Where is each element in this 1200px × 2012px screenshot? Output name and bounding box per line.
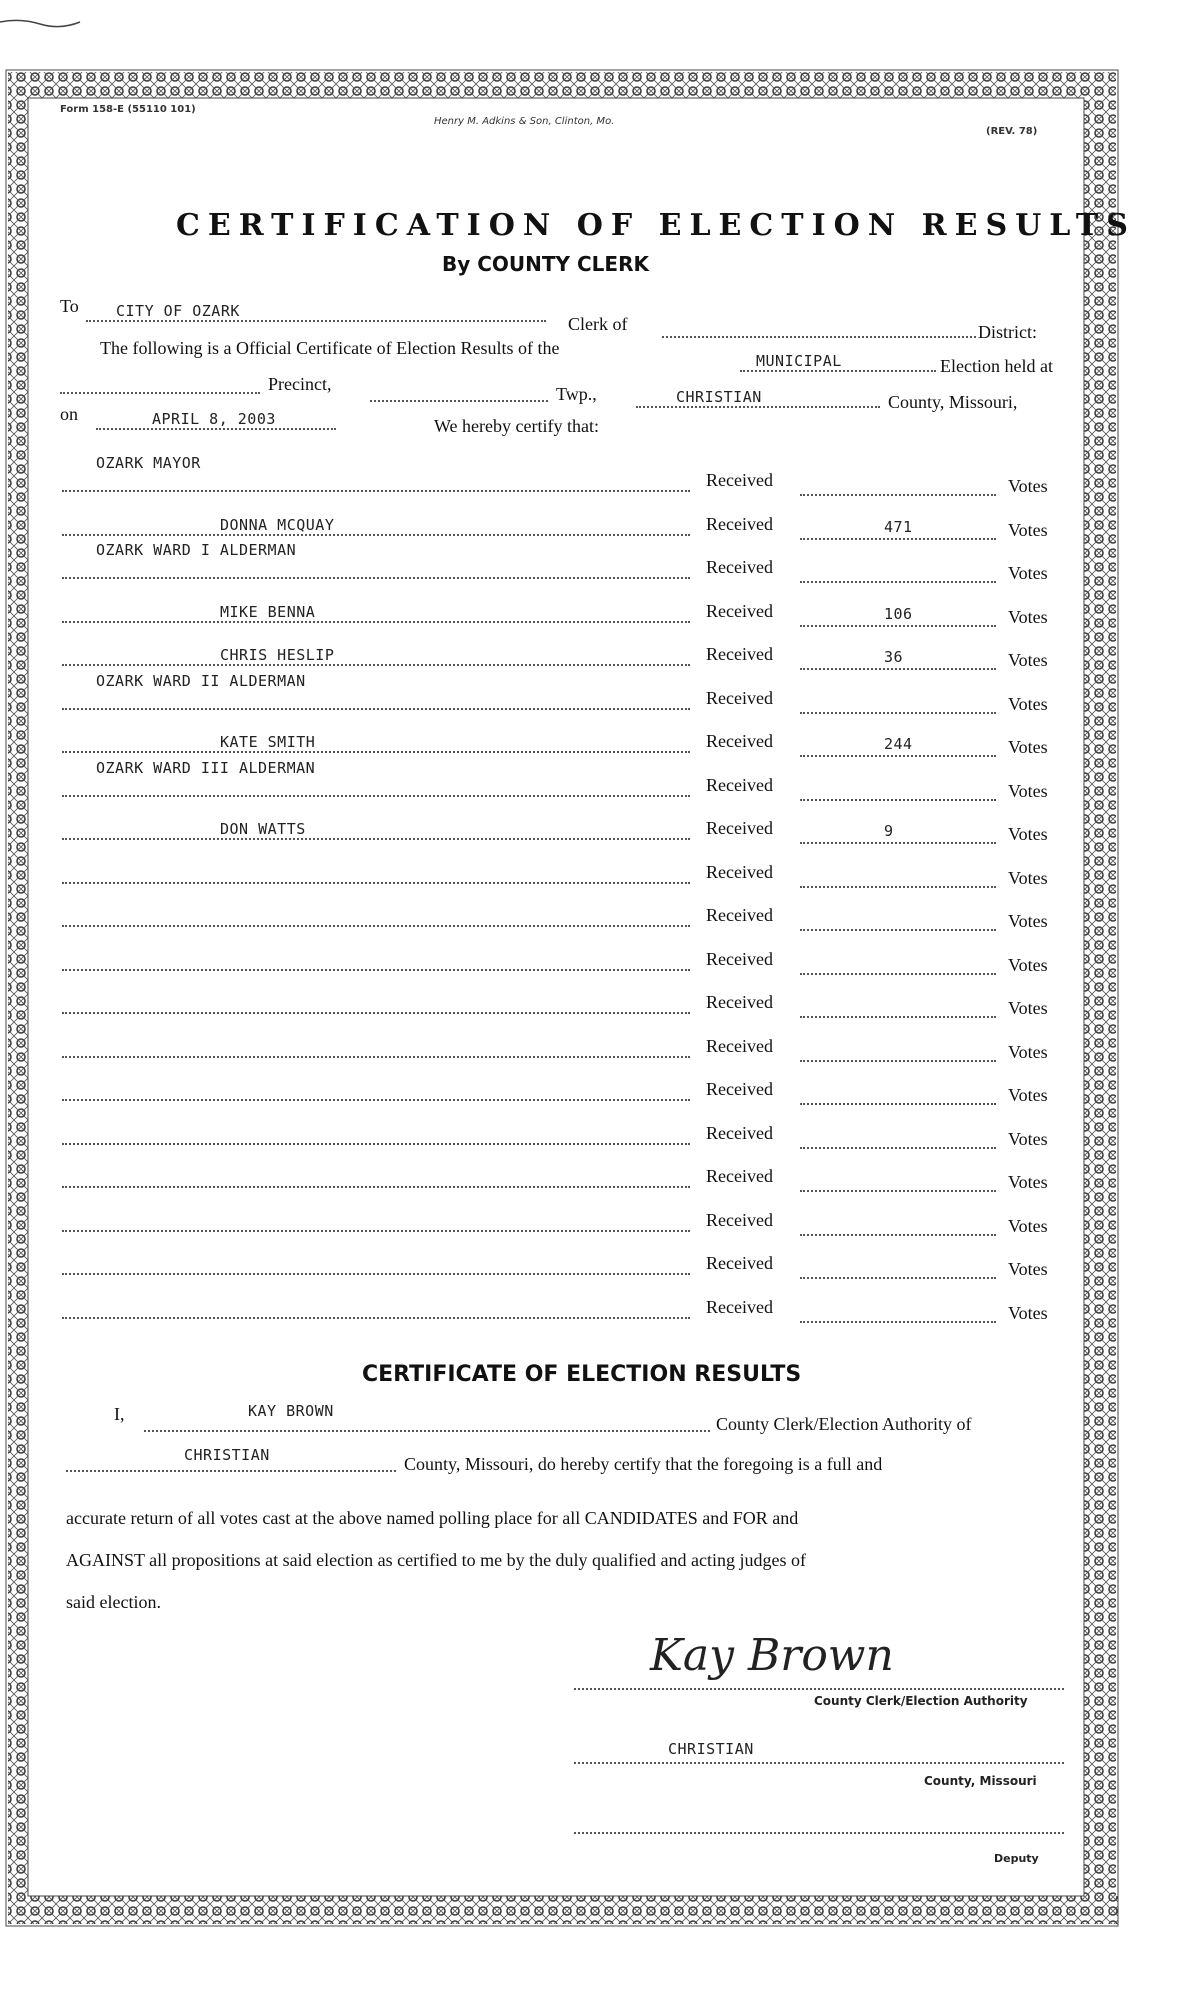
vote-count: 9	[884, 822, 894, 840]
result-row	[0, 1123, 1200, 1163]
candidate-name: KATE SMITH	[220, 733, 316, 751]
sig-county-line	[574, 1762, 1064, 1764]
office-label: OZARK WARD III ALDERMAN	[96, 759, 316, 777]
sig-county-label: County, Missouri	[924, 1774, 1037, 1788]
date-value: APRIL 8, 2003	[152, 410, 276, 428]
received-label: Received	[706, 470, 773, 490]
county-missouri-label: County, Missouri,	[888, 392, 1018, 412]
votes-line	[800, 538, 996, 540]
received-label: Received	[706, 557, 773, 577]
clerk-of-label: Clerk of	[568, 314, 628, 334]
cert-county-line	[66, 1470, 396, 1472]
cert-line5: said election.	[66, 1592, 161, 1612]
result-row	[0, 541, 1200, 597]
votes-line	[800, 712, 996, 714]
name-line	[62, 1186, 690, 1188]
name-line	[62, 621, 690, 623]
result-row	[0, 1210, 1200, 1250]
votes-label: Votes	[1008, 824, 1048, 844]
received-label: Received	[706, 644, 773, 664]
cert-line2: County, Missouri, do hereby certify that the foregoing is a full and	[404, 1454, 883, 1474]
vote-count: 36	[884, 648, 904, 666]
to-line	[86, 320, 546, 322]
result-row	[0, 818, 1200, 858]
votes-label: Votes	[1008, 650, 1048, 670]
office-label: OZARK WARD II ALDERMAN	[96, 672, 306, 690]
deputy-line	[574, 1832, 1064, 1834]
candidate-name: CHRIS HESLIP	[220, 646, 335, 664]
vote-count: 244	[884, 735, 913, 753]
authority-label: County Clerk/Election Authority of	[716, 1414, 972, 1434]
to-label: To	[60, 296, 79, 316]
votes-line	[800, 1321, 996, 1323]
vote-count: 471	[884, 518, 913, 536]
received-label: Received	[706, 731, 773, 751]
received-label: Received	[706, 688, 773, 708]
name-line	[62, 1143, 690, 1145]
name-line	[62, 1012, 690, 1014]
votes-label: Votes	[1008, 998, 1048, 1018]
signature: Kay Brown	[650, 1630, 894, 1681]
page-subtitle: By COUNTY CLERK	[442, 252, 649, 276]
name-line	[62, 925, 690, 927]
result-row	[0, 862, 1200, 902]
received-label: Received	[706, 949, 773, 969]
result-row	[0, 1253, 1200, 1293]
received-label: Received	[706, 1166, 773, 1186]
certificate-title: CERTIFICATE OF ELECTION RESULTS	[362, 1362, 802, 1387]
result-row	[0, 1079, 1200, 1119]
printer-name: Henry M. Adkins & Son, Clinton, Mo.	[434, 116, 615, 127]
election-type: MUNICIPAL	[756, 352, 842, 370]
received-label: Received	[706, 905, 773, 925]
name-line	[62, 1317, 690, 1319]
votes-label: Votes	[1008, 955, 1048, 975]
received-label: Received	[706, 514, 773, 534]
received-label: Received	[706, 601, 773, 621]
cert-line4: AGAINST all propositions at said election as certified to me by the duly qualified and acting judges of	[66, 1550, 806, 1570]
office-label: OZARK MAYOR	[96, 454, 201, 472]
name-line	[62, 882, 690, 884]
result-row	[0, 601, 1200, 641]
votes-label: Votes	[1008, 1216, 1048, 1236]
name-line	[62, 534, 690, 536]
twp-label: Twp.,	[556, 384, 597, 404]
result-row	[0, 672, 1200, 728]
votes-line	[800, 929, 996, 931]
votes-line	[800, 755, 996, 757]
result-row	[0, 1166, 1200, 1206]
signature-line	[574, 1688, 1064, 1690]
clerk-name-line	[144, 1430, 710, 1432]
votes-label: Votes	[1008, 911, 1048, 931]
name-line	[62, 1056, 690, 1058]
name-line	[62, 1230, 690, 1232]
result-row	[0, 949, 1200, 989]
votes-label: Votes	[1008, 1303, 1048, 1323]
votes-line	[800, 886, 996, 888]
votes-label: Votes	[1008, 1085, 1048, 1105]
votes-line	[800, 1277, 996, 1279]
cert-line3: accurate return of all votes cast at the above named polling place for all CANDIDATES and FOR and	[66, 1508, 799, 1528]
intro-text-a: The following is a Official Certificate of Election Results of the	[100, 338, 560, 358]
name-line	[62, 490, 690, 492]
precinct-pre-line	[60, 392, 260, 394]
votes-label: Votes	[1008, 520, 1048, 540]
name-line	[62, 708, 690, 710]
clerk-name: KAY BROWN	[248, 1402, 334, 1420]
votes-line	[800, 1147, 996, 1149]
votes-line	[800, 1060, 996, 1062]
sig-county-value: CHRISTIAN	[668, 1740, 754, 1758]
clerk-of-line	[662, 336, 976, 338]
name-line	[62, 664, 690, 666]
on-label: on	[60, 404, 78, 424]
votes-line	[800, 842, 996, 844]
precinct-line	[370, 400, 548, 402]
votes-label: Votes	[1008, 737, 1048, 757]
revision: (REV. 78)	[986, 126, 1038, 137]
result-row	[0, 759, 1200, 815]
votes-label: Votes	[1008, 781, 1048, 801]
votes-label: Votes	[1008, 694, 1048, 714]
candidate-name: DON WATTS	[220, 820, 306, 838]
result-row	[0, 1036, 1200, 1076]
votes-label: Votes	[1008, 868, 1048, 888]
cert-county-value: CHRISTIAN	[184, 1446, 270, 1464]
office-label: OZARK WARD I ALDERMAN	[96, 541, 297, 559]
votes-label: Votes	[1008, 607, 1048, 627]
result-row	[0, 1297, 1200, 1337]
name-line	[62, 1273, 690, 1275]
received-label: Received	[706, 818, 773, 838]
votes-label: Votes	[1008, 563, 1048, 583]
received-label: Received	[706, 775, 773, 795]
result-row	[0, 454, 1200, 510]
votes-line	[800, 1234, 996, 1236]
received-label: Received	[706, 1079, 773, 1099]
intro-text-b: Election held at	[940, 356, 1053, 376]
result-row	[0, 905, 1200, 945]
votes-line	[800, 973, 996, 975]
name-line	[62, 838, 690, 840]
name-line	[62, 577, 690, 579]
received-label: Received	[706, 1210, 773, 1230]
name-line	[62, 1099, 690, 1101]
form-number: Form 158-E (55110 101)	[60, 104, 196, 115]
votes-line	[800, 581, 996, 583]
votes-label: Votes	[1008, 1172, 1048, 1192]
name-line	[62, 969, 690, 971]
to-value: CITY OF OZARK	[116, 302, 240, 320]
votes-line	[800, 799, 996, 801]
page-title: CERTIFICATION OF ELECTION RESULTS	[176, 208, 1136, 243]
votes-label: Votes	[1008, 476, 1048, 496]
votes-line	[800, 668, 996, 670]
votes-line	[800, 1103, 996, 1105]
received-label: Received	[706, 862, 773, 882]
votes-line	[800, 625, 996, 627]
election-type-line	[740, 370, 936, 372]
votes-label: Votes	[1008, 1259, 1048, 1279]
precinct-label: Precinct,	[268, 374, 332, 394]
votes-label: Votes	[1008, 1042, 1048, 1062]
received-label: Received	[706, 1036, 773, 1056]
votes-label: Votes	[1008, 1129, 1048, 1149]
received-label: Received	[706, 1123, 773, 1143]
received-label: Received	[706, 1253, 773, 1273]
candidate-name: DONNA MCQUAY	[220, 516, 335, 534]
i-label: I,	[114, 1404, 125, 1424]
votes-line	[800, 1016, 996, 1018]
signature-label: County Clerk/Election Authority	[814, 1694, 1028, 1708]
votes-line	[800, 1190, 996, 1192]
deputy-label: Deputy	[994, 1852, 1039, 1865]
result-row	[0, 992, 1200, 1032]
received-label: Received	[706, 1297, 773, 1317]
received-label: Received	[706, 992, 773, 1012]
date-line	[96, 428, 336, 430]
county-line	[636, 406, 880, 408]
name-line	[62, 751, 690, 753]
district-label: District:	[978, 322, 1037, 342]
votes-line	[800, 494, 996, 496]
name-line	[62, 795, 690, 797]
county-value: CHRISTIAN	[676, 388, 762, 406]
certify-label: We hereby certify that:	[434, 416, 599, 436]
candidate-name: MIKE BENNA	[220, 603, 316, 621]
vote-count: 106	[884, 605, 913, 623]
